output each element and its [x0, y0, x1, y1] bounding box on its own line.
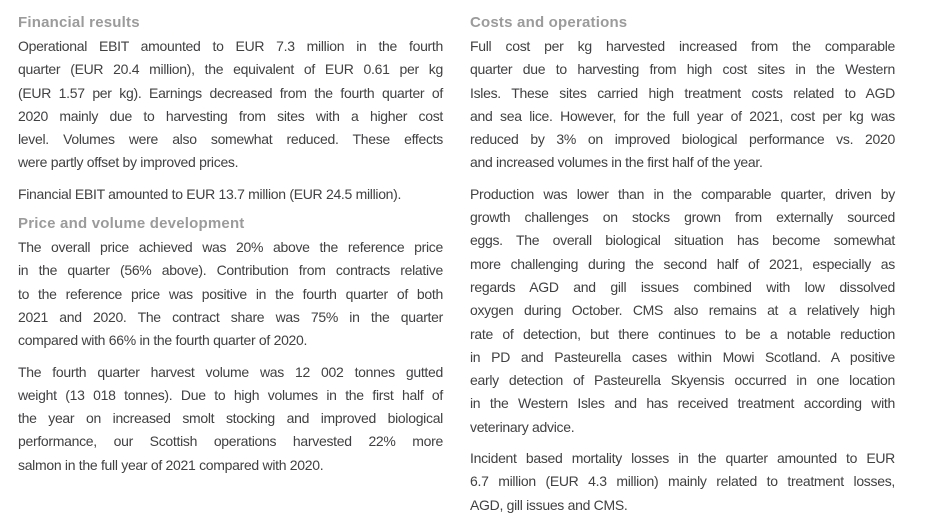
paragraph — [470, 447, 895, 517]
column-left — [18, 13, 443, 525]
text-line: Isles. These sites carried high treatment costs related to AGD — [470, 84, 895, 101]
text-line: veterinary advice. — [470, 418, 575, 435]
text-line: regards AGD and gill issues combined with low dissolved — [470, 278, 895, 295]
text-line: AGD, gill issues and CMS. — [470, 496, 628, 513]
text-line: The fourth quarter harvest volume was 12 002 tonnes gutted — [18, 363, 443, 380]
text-line: were partly offset by improved prices. — [18, 154, 239, 171]
text-line: and increased volumes in the first half of the year. — [470, 154, 763, 171]
text-line: and sea lice. However, for the full year of 2021, cost per kg was — [470, 107, 895, 124]
text-line: Incident based mortality losses in the quarter amounted to EUR — [470, 450, 895, 467]
text-line: 6.7 million (EUR 4.3 million) mainly related to treatment losses, — [470, 473, 895, 490]
text-line: growth challenges on stocks grown from externally sourced — [470, 209, 895, 226]
paragraph — [18, 236, 443, 352]
text-line: quarter due to harvesting from high cost sites in the Western — [470, 61, 895, 78]
text-line: quarter (EUR 20.4 million), the equivalent of EUR 0.61 per kg — [18, 61, 443, 78]
text-line: level. Volumes were also somewhat reduced. These effects — [18, 131, 443, 148]
text-line: Financial EBIT amounted to EUR 13.7 million (EUR 24.5 million). — [18, 185, 402, 202]
text-line: in the Western Isles and has received treatment according with — [470, 395, 895, 412]
text-line: (EUR 1.57 per kg). Earnings decreased from the fourth quarter of — [18, 84, 443, 101]
paragraph — [470, 35, 895, 175]
text-line: Operational EBIT amounted to EUR 7.3 million in the fourth — [18, 38, 443, 54]
text-line: in PD and Pasteurella cases within Mowi Scotland. A positive — [470, 348, 895, 365]
text-line: 2020 mainly due to harvesting from sites with a higher cost — [18, 107, 443, 124]
text-line: eggs. The overall biological situation has become somewhat — [470, 232, 895, 249]
paragraph — [18, 183, 443, 206]
text-line: early detection of Pasteurella Skyensis occurred in one location — [470, 372, 895, 389]
text-line: oxygen during October. CMS also remains at a relatively high — [470, 302, 895, 319]
text-line: in the quarter (56% above). Contribution from contracts relative — [18, 262, 443, 279]
section-heading: Price and volume development — [18, 215, 245, 233]
text-line: the year on increased smolt stocking and improved biological — [18, 410, 443, 427]
text-line: to the reference price was positive in the fourth quarter of both — [18, 285, 443, 302]
text-line: 2021 and 2020. The contract share was 75% in the quarter — [18, 308, 443, 325]
paragraph — [18, 361, 443, 477]
text-line: compared with 66% in the fourth quarter of 2020. — [18, 332, 308, 349]
paragraph — [470, 183, 895, 439]
text-line: reduced by 3% on improved biological performance vs. 2020 — [470, 131, 895, 148]
text-line: The overall price achieved was 20% above the reference price — [18, 239, 443, 256]
text-line: performance, our Scottish operations harvested 22% more — [18, 433, 443, 450]
column-right — [470, 13, 895, 525]
section-heading: Financial results — [18, 14, 140, 31]
text-line: more challenging during the second half of 2021, especially as — [470, 255, 895, 272]
text-line: weight (13 018 tonnes). Due to high volumes in the first half of — [18, 386, 443, 403]
text-line: rate of detection, but there continues to be a notable reduction — [470, 325, 895, 342]
paragraph — [18, 35, 443, 175]
text-line: salmon in the full year of 2021 compared with 2020. — [18, 456, 324, 473]
text-line: Full cost per kg harvested increased from the comparable — [470, 38, 895, 54]
text-line: Production was lower than in the comparable quarter, driven by — [470, 185, 895, 202]
section-heading: Costs and operations — [470, 14, 628, 31]
